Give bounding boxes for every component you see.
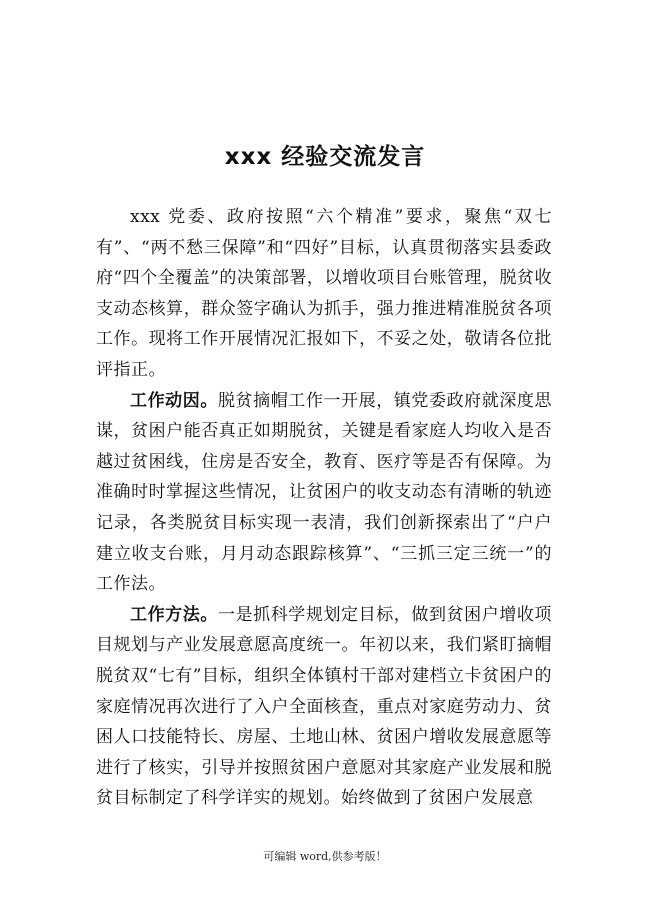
paragraph-intro <box>96 202 552 386</box>
paragraph-text: xxx 党委、政府按照“六个精准”要求，聚焦“双七有”、“两不愁三保障”和“四好”目标，认真贯彻落实县委政府“四个全覆盖”的决策部署，以增收项目台账管理，脱贫收支动态核算，群众签字确认为抓手，强力推进精准脱贫各项工作。现将工作开展情况汇报如下，不妥之处，敬请各位批评指正。 <box>96 207 552 380</box>
paragraph-text: 脱贫摘帽工作一开展，镇党委政府就深度思谋，贫困户能否真正如期脱贫，关键是看家庭人均收入是否越过贫困线，住房是否安全，教育、医疗等是否有保障。为准确时时掌握这些情况，让贫困户的收支动态有清晰的轨迹记录，各类脱贫目标实现一表清，我们创新探索出了“户户建立收支台账，月月动态跟踪核算”、“三抓三定三统一”的工作法。 <box>96 390 553 595</box>
paragraph-lead: 工作方法。 <box>130 604 218 625</box>
paragraph-text: 一是抓科学规划定目标，做到贫困户增收项目规划与产业发展意愿高度统一。年初以来，我们紧盯摘帽脱贫双“七有”目标，组织全体镇村干部对建档立卡贫困户的家庭情况再次进行了入户全面核查，重点对家庭劳动力、贫困人口技能特长、房屋、土地山林、贫困户增收发展意愿等进行了核实，引导并按照贫困户意愿对其家庭产业发展和脱贫目标制定了科学详实的规划。始终做到了贫困户发展意 <box>96 604 553 809</box>
paragraph-method <box>96 600 552 814</box>
document-body <box>96 202 552 814</box>
page-footer: 可编辑 word,供参考版！ <box>263 850 387 863</box>
paragraph-lead: 工作动因。 <box>130 390 218 411</box>
document-title: xxx 经验交流发言 <box>224 144 426 170</box>
paragraph-motivation <box>96 386 552 600</box>
